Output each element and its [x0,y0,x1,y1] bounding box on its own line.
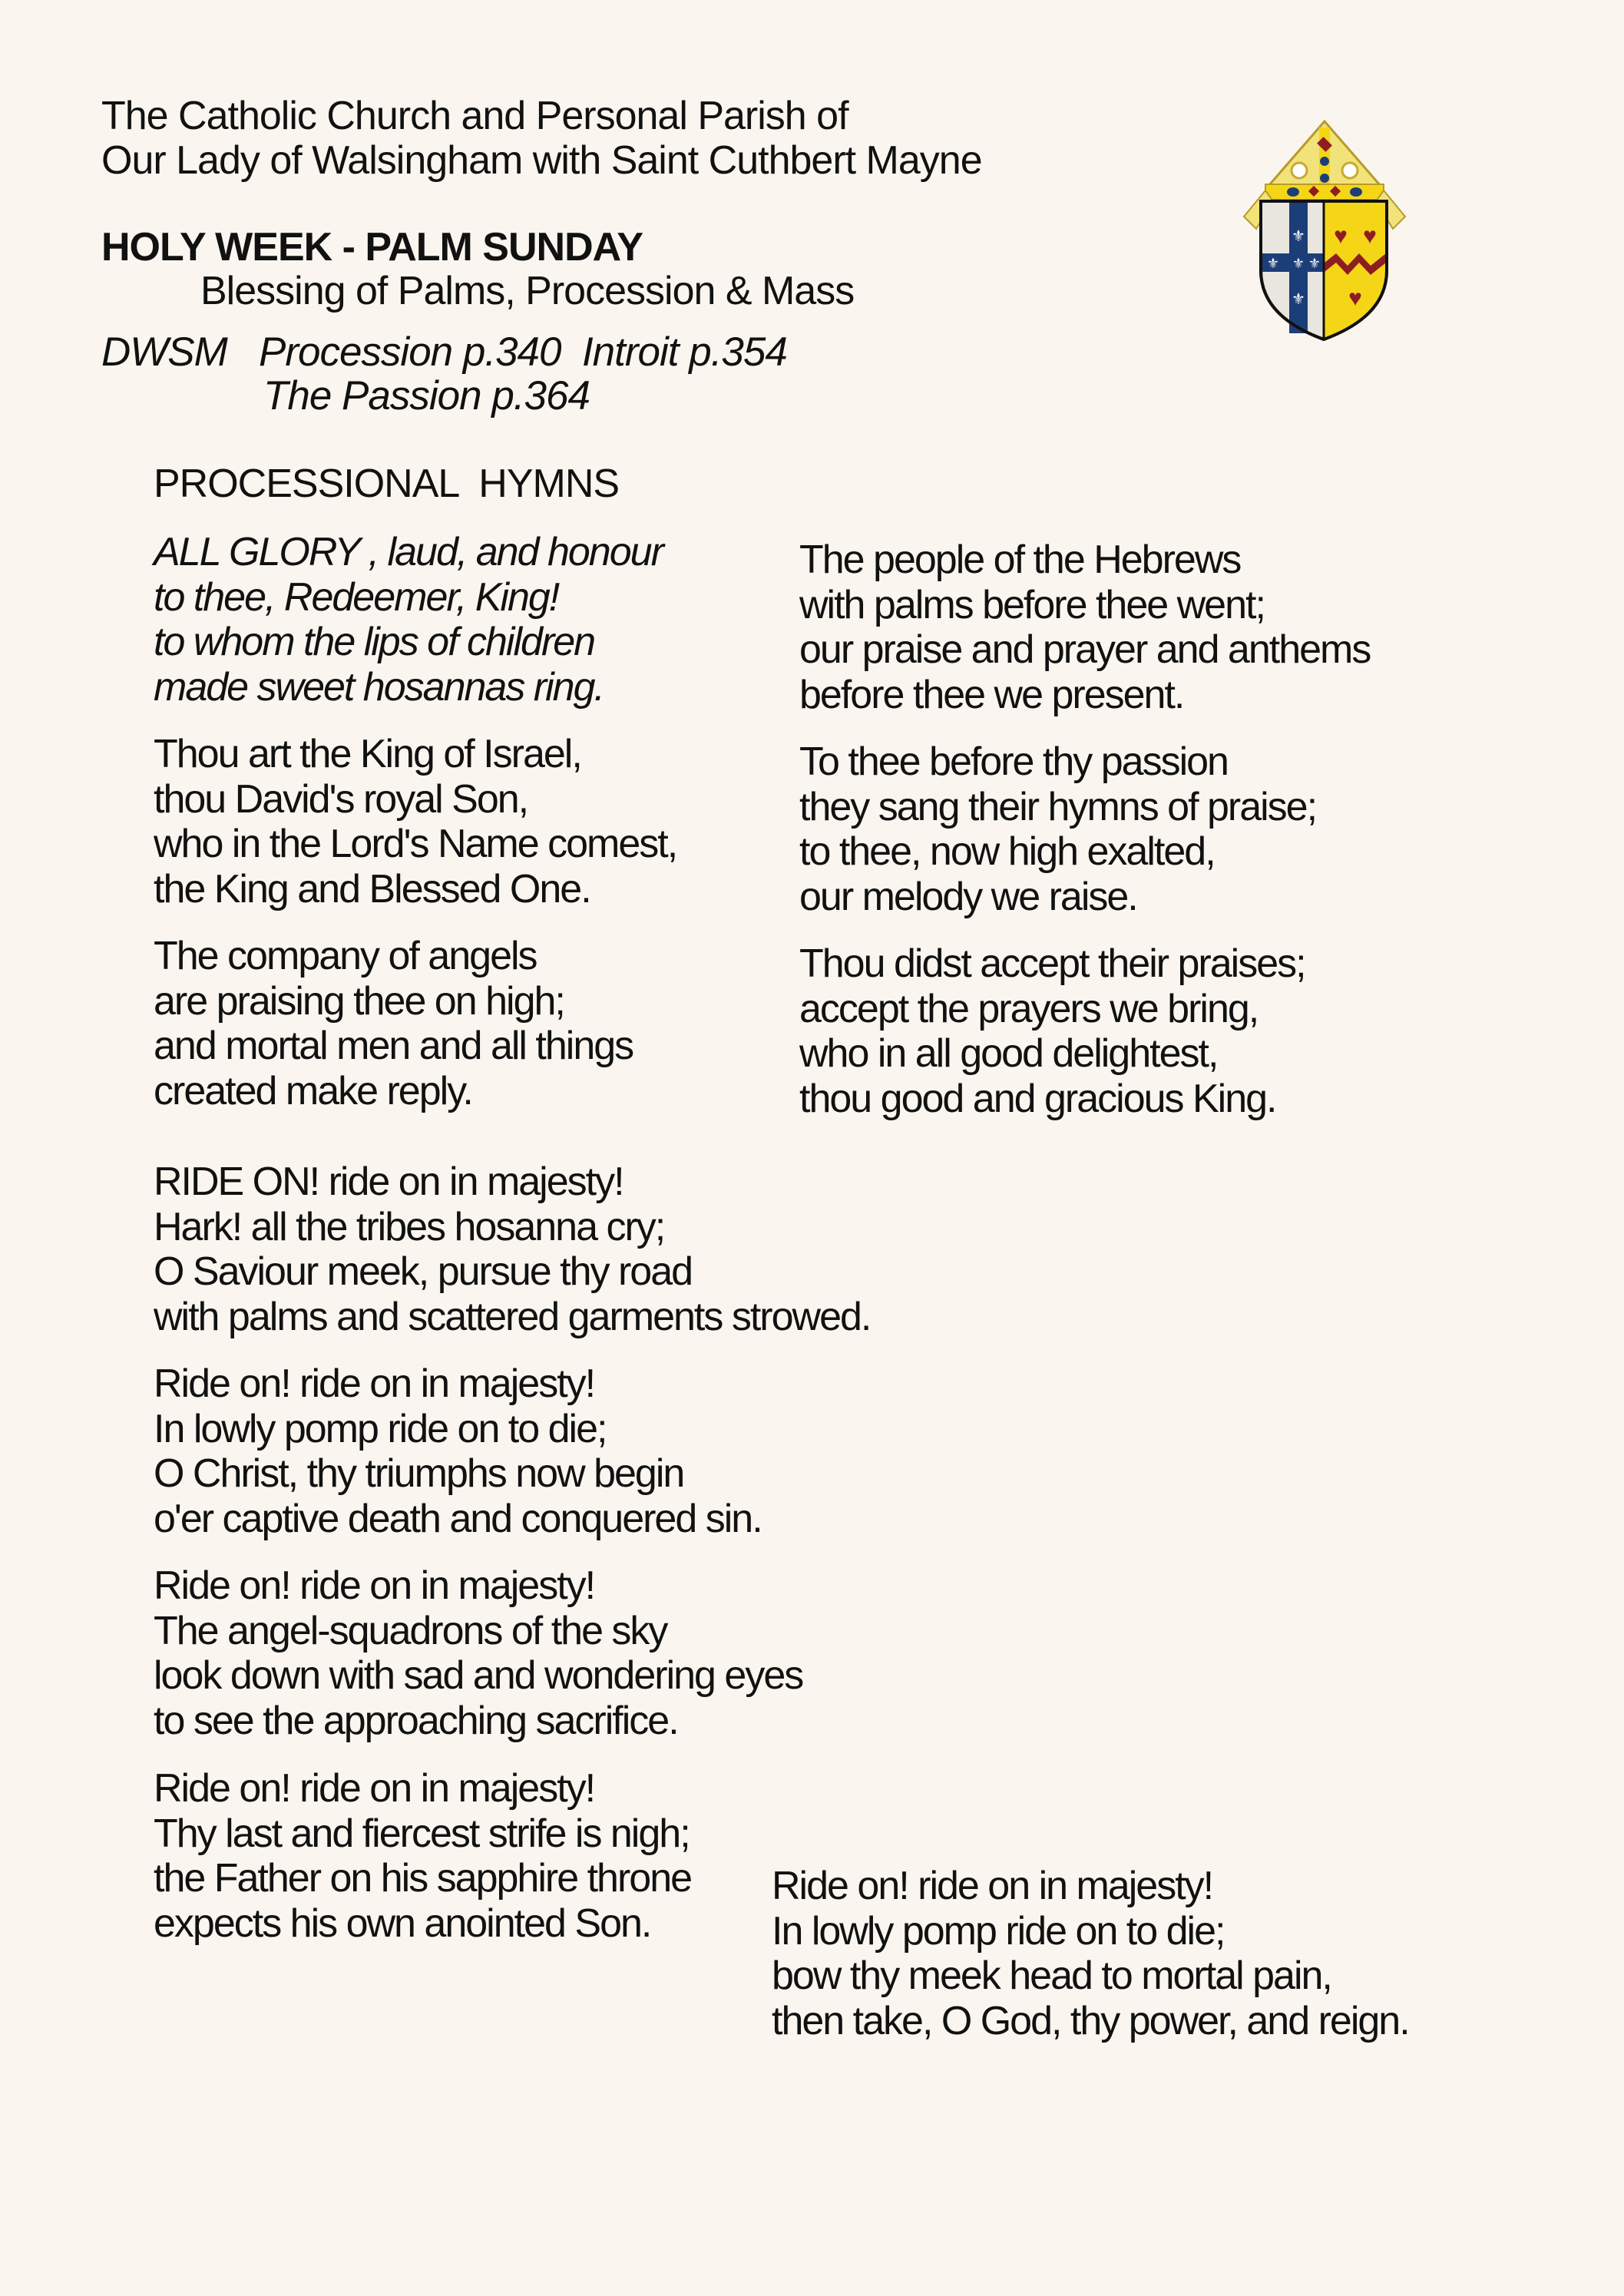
hymn1-left-stanza-2 [154,732,676,911]
svg-text:⚜: ⚜ [1292,228,1305,245]
hymn-line: Ride on! ride on in majesty! [154,1766,595,1811]
diocesan-coat-of-arms [1238,117,1411,344]
hymn-line: created make reply. [154,1068,472,1113]
hymn-line: and mortal men and all things [154,1024,633,1068]
hymn-line: ALL GLORY , laud, and honour [154,530,663,574]
hymn-line: who in all good delightest, [799,1031,1218,1076]
hymn2-right-stanza-1 [772,1864,1409,2043]
hymn-line: look down with sad and wondering eyes [154,1653,803,1698]
shield-icon [1261,201,1387,339]
parish-name-line2: Our Lady of Walsingham with Saint Cuthbert Mayne [101,138,982,183]
hymn-line: made sweet hosannas ring. [154,664,604,710]
svg-text:⚜: ⚜ [1292,291,1305,308]
hymn-line: to see the approaching sacrifice. [154,1698,678,1743]
hymn-line: bow thy meek head to mortal pain, [772,1954,1331,1998]
hymn-line: Ride on! ride on in majesty! [772,1864,1213,1908]
hymn2-left-stanza-3 [154,1563,802,1743]
passion-reference: The Passion p.364 [263,373,590,419]
hymn-line: they sang their hymns of praise; [799,784,1317,829]
hymn-line: In lowly pomp ride on to die; [772,1908,1225,1954]
hymn-line: accept the prayers we bring, [799,986,1259,1031]
svg-text:♥: ♥ [1334,223,1348,249]
hymn-line: with palms and scattered garments strowed. [154,1294,871,1339]
hymn-line: to thee, now high exalted, [799,829,1215,874]
hymn-line: then take, O God, thy power, and reign. [772,1998,1409,2043]
hymn-line: Thou art the King of Israel, [154,732,581,776]
hymn-line: Thou didst accept their praises; [799,941,1305,986]
hymn-line: thou David's royal Son, [154,776,528,822]
book-references: DWSM Procession p.340 Introit p.354 [101,329,787,375]
subtitle: Blessing of Palms, Procession & Mass [200,269,855,313]
hymn1-right-stanza-3 [799,941,1305,1121]
hymn1-left-stanza-3 [154,934,633,1113]
page-title: HOLY WEEK - PALM SUNDAY [101,225,643,270]
hymn-line: with palms before thee went; [799,582,1265,627]
hymn-line: In lowly pomp ride on to die; [154,1406,607,1451]
svg-text:⚜: ⚜ [1292,256,1305,271]
hymn1-right-stanza-2 [799,739,1316,919]
hymn2-left-stanza-4 [154,1766,691,1946]
hymn-line: before thee we present. [799,672,1184,717]
hymn-line: To thee before thy passion [799,739,1228,784]
hymn-line: The people of the Hebrews [799,538,1241,582]
hymn-line: Ride on! ride on in majesty! [154,1563,595,1608]
svg-text:⚜: ⚜ [1266,256,1280,271]
hymn-line: the King and Blessed One. [154,866,590,911]
hymn-line: our melody we raise. [799,874,1137,919]
hymn-line: O Christ, thy triumphs now begin [154,1451,684,1496]
hymn-line: our praise and prayer and anthems [799,627,1371,672]
svg-text:⚜: ⚜ [1308,256,1321,271]
parish-name-line1: The Catholic Church and Personal Parish of [101,94,848,138]
hymn-line: The angel-squadrons of the sky [154,1608,667,1653]
hymn-line: are praising thee on high; [154,978,564,1024]
hymn1-left-stanza-1 [154,530,663,710]
hymn-line: RIDE ON! ride on in majesty! [154,1160,623,1204]
svg-text:♥: ♥ [1363,223,1377,249]
hymn-line: the Father on his sapphire throne [154,1856,692,1901]
hymn-line: Hark! all the tribes hosanna cry; [154,1204,665,1249]
section-heading: PROCESSIONAL HYMNS [154,462,620,506]
hymn-line: The company of angels [154,934,537,978]
hymn-line: to whom the lips of children [154,620,595,664]
hymn2-left-stanza-2 [154,1361,762,1541]
hymn-line: O Saviour meek, pursue thy road [154,1249,693,1294]
hymn-line: o'er captive death and conquered sin. [154,1496,762,1541]
hymn-line: expects his own anointed Son. [154,1901,651,1946]
svg-text:♥: ♥ [1348,286,1362,311]
hymn-line: to thee, Redeemer, King! [154,574,559,620]
hymn-line: thou good and gracious King. [799,1076,1276,1121]
hymn2-left-stanza-1 [154,1160,870,1339]
hymn-line: Ride on! ride on in majesty! [154,1361,595,1406]
hymn-line: Thy last and fiercest strife is nigh; [154,1811,690,1856]
hymn1-right-stanza-1 [799,538,1370,717]
hymn-line: who in the Lord's Name comest, [154,822,677,866]
